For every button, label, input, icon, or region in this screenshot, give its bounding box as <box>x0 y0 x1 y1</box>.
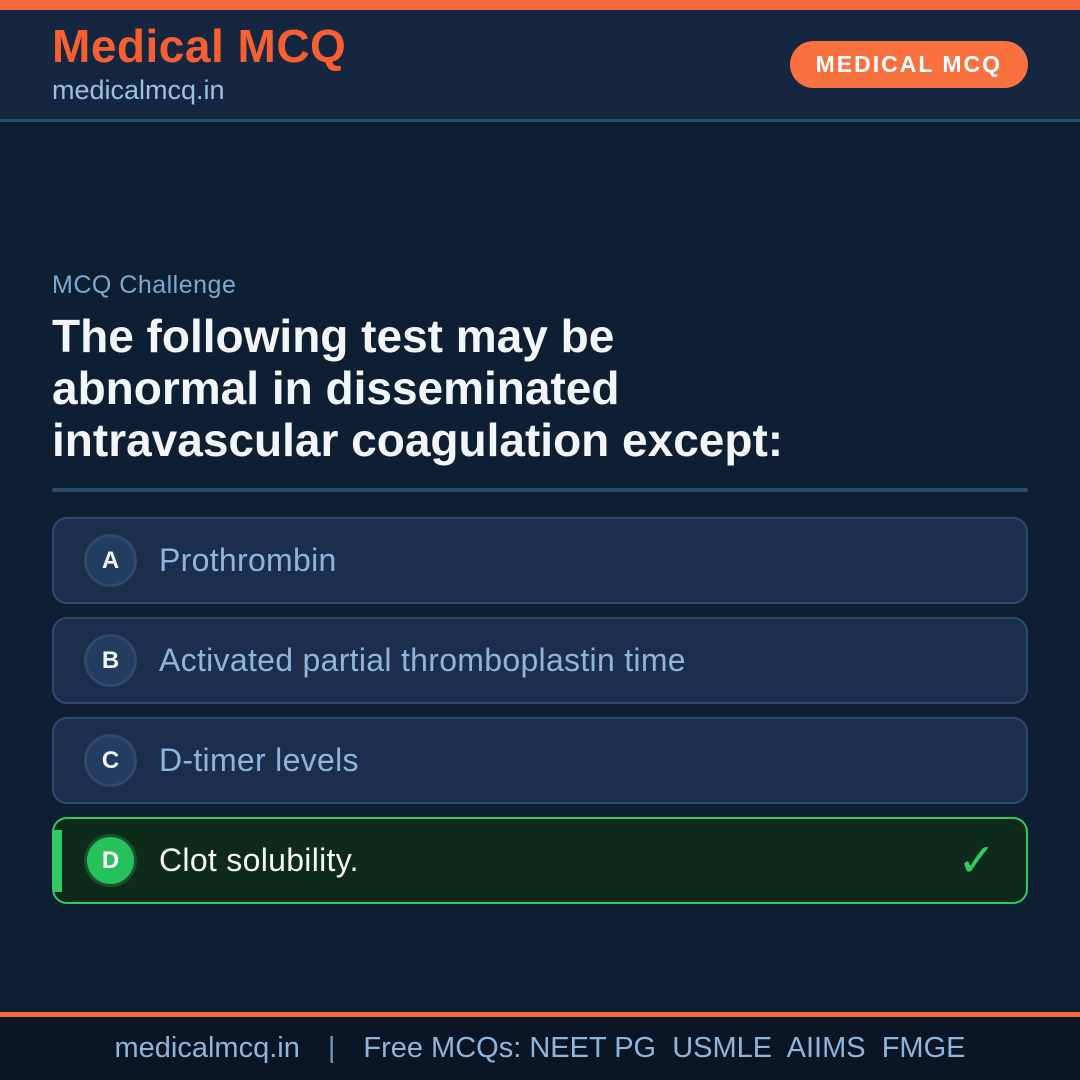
footer-separator: | <box>327 1032 336 1064</box>
option-d-correct[interactable] <box>52 817 1028 904</box>
footer <box>0 1012 1080 1080</box>
option-c-letter-badge: C <box>87 737 134 784</box>
question-eyebrow: MCQ Challenge <box>52 271 237 299</box>
option-c[interactable] <box>52 717 1028 804</box>
correct-accent-bar <box>54 830 62 892</box>
option-b-text: Activated partial thromboplastin time <box>159 642 686 678</box>
option-a[interactable] <box>52 517 1028 604</box>
question-line-1: The following test may be <box>52 310 615 362</box>
option-a-text: Prothrombin <box>159 542 337 578</box>
question-section <box>52 125 1028 917</box>
option-c-text: D-timer levels <box>159 742 359 778</box>
options-list <box>52 517 1028 904</box>
option-d-letter-badge: D <box>87 837 134 884</box>
top-accent-bar <box>0 0 1080 10</box>
question-title <box>52 310 1028 466</box>
brand-badge: MEDICAL MCQ <box>790 41 1028 88</box>
check-icon: ✓ <box>957 833 996 886</box>
brand <box>52 20 347 106</box>
footer-text <box>0 1017 1080 1080</box>
question-divider <box>52 488 1028 492</box>
brand-subtitle: medicalmcq.in <box>52 75 225 105</box>
header <box>0 10 1080 122</box>
question-line-2: abnormal in disseminated <box>52 362 620 414</box>
option-b[interactable] <box>52 617 1028 704</box>
footer-tagline: Free MCQs: NEET PG USMLE AIIMS FMGE <box>363 1032 966 1064</box>
option-b-letter-badge: B <box>87 637 134 684</box>
brand-title: Medical MCQ <box>52 20 347 72</box>
question-line-3: intravascular coagulation except: <box>52 414 784 466</box>
footer-site: medicalmcq.in <box>114 1032 300 1064</box>
option-a-letter-badge: A <box>87 537 134 584</box>
option-d-text: Clot solubility. <box>159 842 359 878</box>
